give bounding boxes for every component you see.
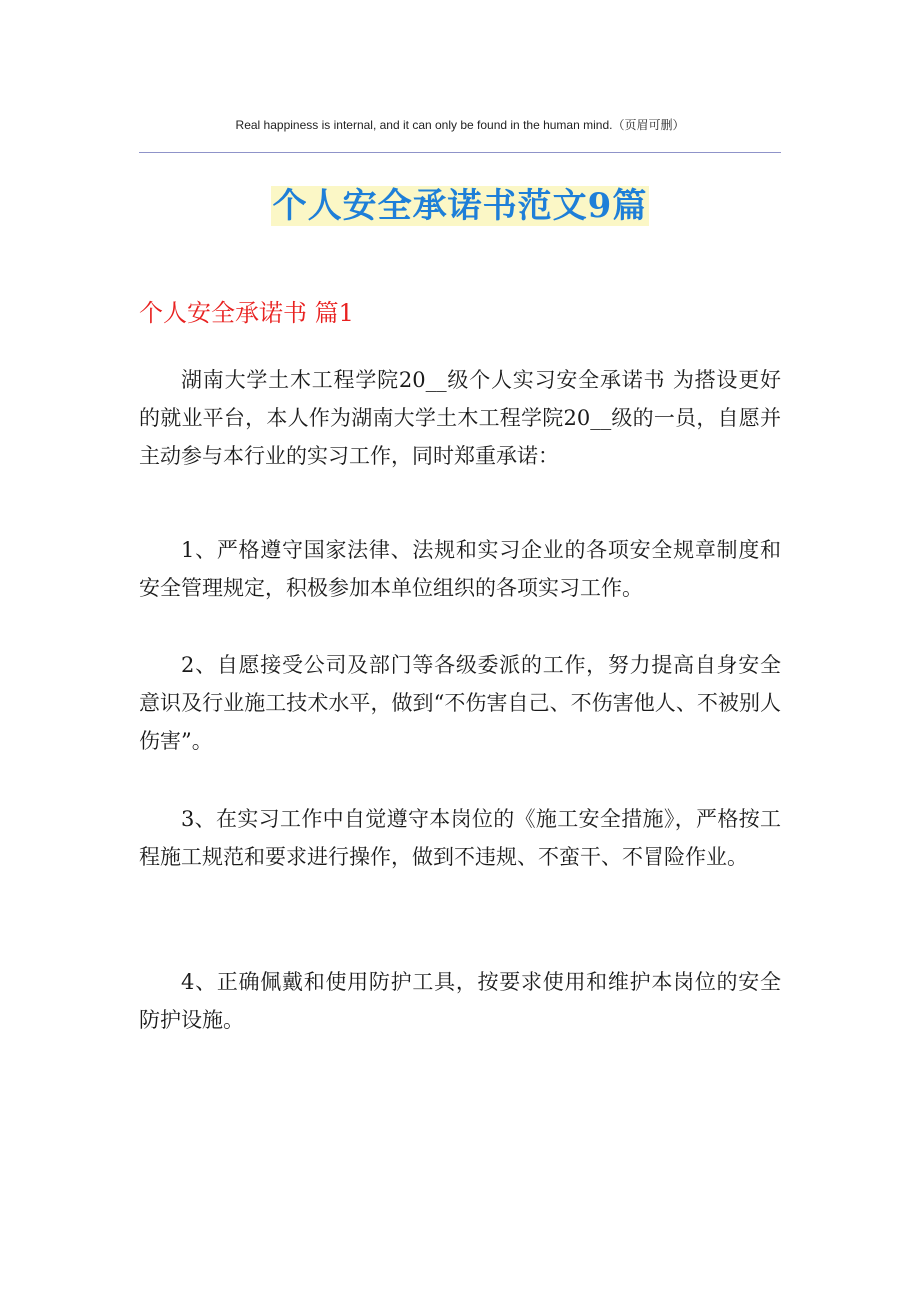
commitment-item-3: 3、在实习工作中自觉遵守本岗位的《施工安全措施》，严格按工程施工规范和要求进行操作，做到不违规、不蛮干、不冒险作业。 (139, 807, 781, 869)
running-header: Real happiness is internal, and it can only be found in the human mind.（页眉可删） (235, 118, 685, 132)
commitment-item-1: 1、严格遵守国家法律、法规和实习企业的各项安全规章制度和安全管理规定，积极参加本单位组织的各项实习工作。 (139, 538, 781, 600)
intro-paragraph: 湖南大学土木工程学院20__级个人实习安全承诺书 为搭设更好的就业平台，本人作为湖南大学土木工程学院20__级的一员，自愿并主动参与本行业的实习工作，同时郑重承诺： (139, 368, 781, 468)
section-heading: 个人安全承诺书 篇1 (139, 299, 354, 327)
header-divider (139, 152, 781, 153)
commitment-item-2: 2、自愿接受公司及部门等各级委派的工作，努力提高自身安全意识及行业施工技术水平，做到“不伤害自己、不伤害他人、不被别人伤害”。 (139, 653, 781, 753)
document-title (0, 183, 920, 229)
commitment-item-4: 4、正确佩戴和使用防护工具，按要求使用和维护本岗位的安全防护设施。 (139, 970, 781, 1032)
document-title-text: 个人安全承诺书范文9篇 (272, 186, 648, 226)
